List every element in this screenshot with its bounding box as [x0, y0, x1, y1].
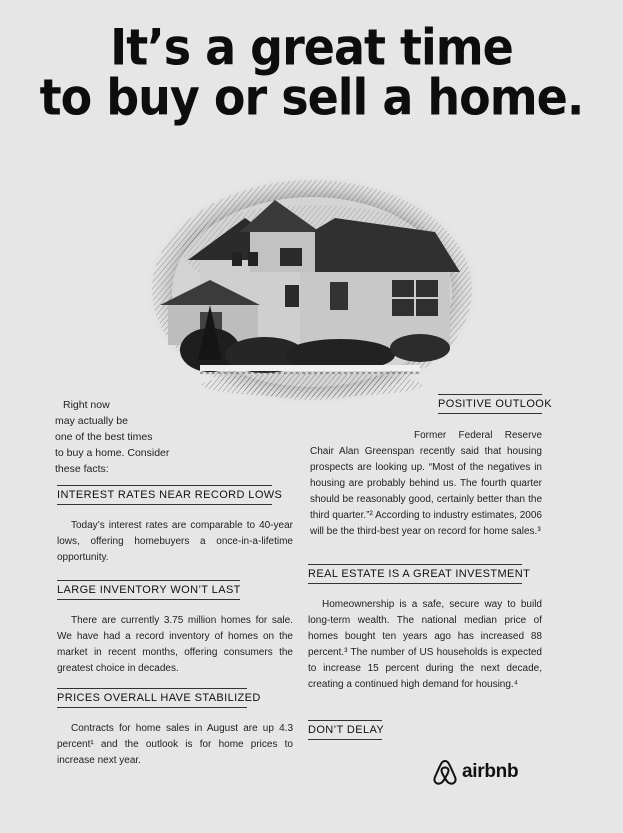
- body-text: Homeownership is a safe, secure way to build long-term wealth. The national median price of homes bought ten years ago has increased 88 percent.³ The number of US households is expected to increase 15 percent during the next decade, creating a continued high demand for housing.⁴: [308, 599, 542, 690]
- intro-line: these facts:: [55, 463, 109, 475]
- section-heading-outlook: POSITIVE OUTLOOK: [438, 394, 542, 414]
- body-text: Today’s interest rates are comparable to 40-year lows, offering homebuyers a once-in-a-lifetime opportunity.: [57, 520, 293, 563]
- house-illustration: [140, 160, 480, 425]
- section-body-interest-rates: [57, 518, 293, 566]
- intro-line: to buy a home. Consider: [55, 447, 170, 459]
- section-body-prices: [57, 721, 293, 769]
- section-body-investment: [308, 597, 542, 693]
- intro-line: Right now: [63, 399, 110, 411]
- section-heading-investment: REAL ESTATE IS A GREAT INVESTMENT: [308, 564, 522, 584]
- section-body-inventory: [57, 613, 293, 677]
- airbnb-belo-icon: [432, 758, 458, 786]
- headline-line-1: It’s a great time: [110, 17, 513, 77]
- body-text: Contracts for home sales in August are up 4.3 percent¹ and the outlook is for home prices to increase next year.: [57, 723, 293, 766]
- intro-text: [55, 397, 205, 477]
- section-heading-prices: PRICES OVERALL HAVE STABILIZED: [57, 688, 247, 708]
- logo-wordmark: airbnb: [462, 761, 519, 782]
- intro-line: may actually be: [55, 415, 128, 427]
- body-text: There are currently 3.75 million homes for sale. We have had a record inventory of homes on the market in recent months, offering consumers the greatest choice in decades.: [57, 615, 293, 674]
- section-heading-delay: DON’T DELAY: [308, 720, 382, 740]
- section-heading-inventory: LARGE INVENTORY WON’T LAST: [57, 580, 240, 600]
- section-heading-interest-rates: INTEREST RATES NEAR RECORD LOWS: [57, 485, 272, 505]
- body-text: Former Federal Reserve Chair Alan Greenspan recently said that housing prospects are looking up. “Most of the negatives in housing are probably behind us. The fourth quarter should be reasonably good, certainly better than the third quarter.”² According to industry estimates, 2006 will be the third-best year on record for home sales.³: [310, 430, 542, 537]
- intro-line: one of the best times: [55, 431, 153, 443]
- section-body-outlook: [310, 428, 542, 540]
- airbnb-logo: [432, 758, 518, 786]
- headline-line-2: to buy or sell a home.: [39, 67, 584, 127]
